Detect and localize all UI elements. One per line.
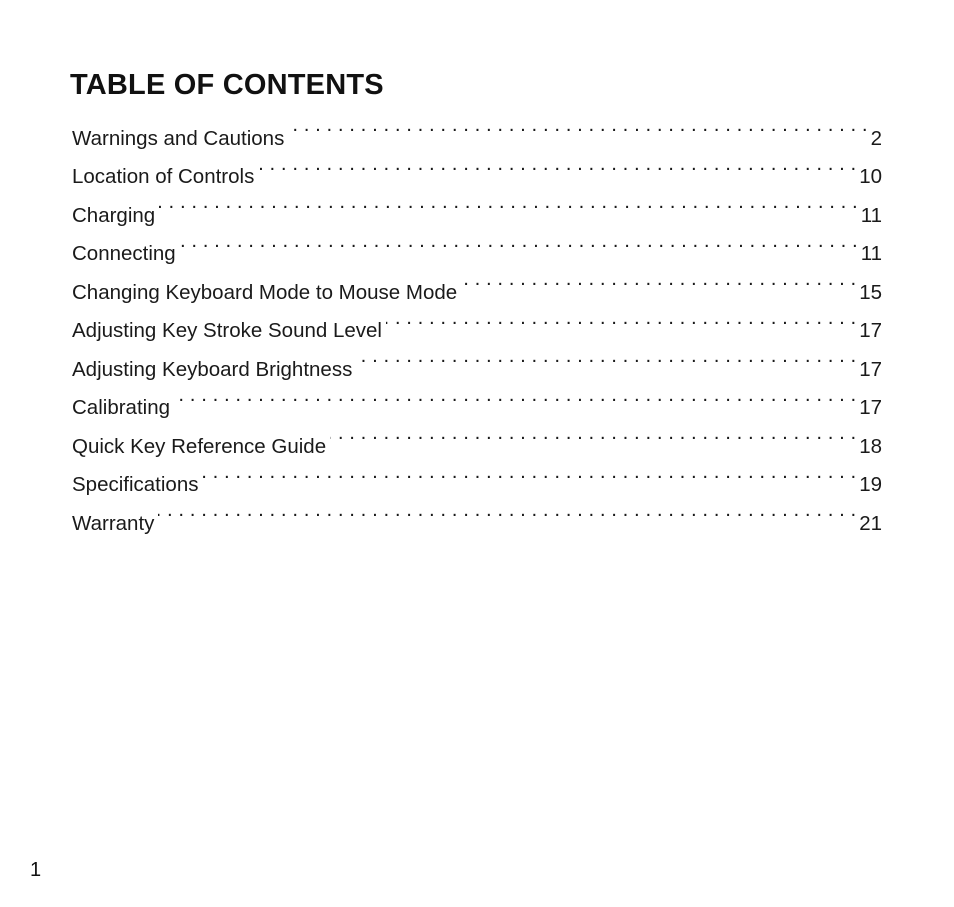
toc-entry-page-number: 2 (870, 126, 882, 150)
toc-entry[interactable] (72, 222, 882, 265)
dot-leader (288, 106, 867, 145)
toc-entry-label: Adjusting Keyboard Brightness (72, 357, 353, 381)
toc-entry-page-number: 18 (859, 434, 882, 458)
toc-entry-page-number: 15 (859, 280, 882, 304)
dot-leader (158, 491, 856, 530)
toc-entry-label: Adjusting Key Stroke Sound Level (72, 319, 382, 342)
toc-entry-label: Specifications (72, 473, 199, 496)
dot-leader (159, 183, 858, 222)
toc-entry-label: Changing Keyboard Mode to Mouse Mode (72, 280, 458, 304)
toc-entry[interactable] (72, 376, 882, 419)
toc-entry[interactable] (72, 183, 882, 227)
toc-entry-label: Charging (72, 203, 156, 227)
dot-leader (356, 337, 856, 376)
toc-entry-page-number: 17 (859, 319, 882, 342)
dot-leader (386, 299, 856, 338)
toc-entry-list (72, 106, 882, 535)
toc-entry[interactable] (72, 260, 882, 304)
dot-leader (202, 453, 856, 492)
toc-entry-page-number: 11 (860, 242, 882, 265)
page-number: 1 (30, 859, 42, 881)
toc-entry-page-number: 17 (859, 396, 882, 419)
toc-entry-page-number: 10 (859, 165, 882, 188)
toc-entry-label: Quick Key Reference Guide (72, 434, 327, 458)
dot-leader (461, 260, 856, 299)
page-title: TABLE OF CONTENTS (70, 69, 384, 101)
toc-entry-page-number: 17 (859, 357, 882, 381)
toc-entry[interactable] (72, 491, 882, 535)
table-of-contents (70, 66, 882, 535)
toc-entry-label: Connecting (72, 242, 176, 265)
toc-entry-label: Warnings and Cautions (72, 126, 285, 150)
toc-entry[interactable] (72, 106, 882, 150)
toc-entry-label: Location of Controls (72, 165, 255, 188)
toc-entry[interactable] (72, 414, 882, 458)
toc-entry-page-number: 19 (859, 473, 882, 496)
toc-entry-label: Warranty (72, 511, 155, 535)
dot-leader (258, 145, 856, 184)
toc-entry-page-number: 21 (859, 511, 882, 535)
toc-entry-label: Calibrating (72, 396, 170, 419)
toc-entry-page-number: 11 (860, 203, 882, 227)
dot-leader (330, 414, 856, 453)
dot-leader (174, 376, 856, 415)
dot-leader (180, 222, 858, 261)
